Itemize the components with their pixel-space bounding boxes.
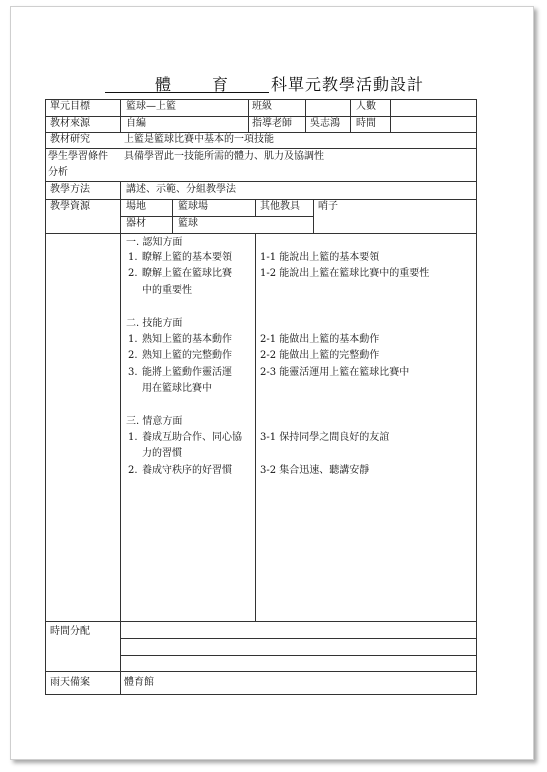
- skill-specific-3: 2-3 能靈活運用上籃在籃球比賽中: [260, 367, 410, 378]
- skill-item-1: 熟知上籃的基本動作: [142, 334, 232, 345]
- skill-item-1-num: 1.: [128, 334, 138, 345]
- learner-label-2: 分析: [48, 167, 68, 178]
- col-line-mid-2: [305, 99, 306, 133]
- cognitive-item-1-num: 1.: [128, 252, 138, 263]
- venue-label: 場地: [126, 201, 146, 212]
- col-line-objectives: [255, 233, 256, 621]
- skill-heading: 二. 技能方面: [126, 318, 183, 329]
- resources-label: 教學資源: [50, 201, 90, 212]
- equipment-value: 籃球: [178, 218, 198, 229]
- row-line-9: [45, 621, 477, 622]
- headcount-label: 人數: [356, 101, 376, 112]
- teacher-label: 指導老師: [252, 118, 292, 129]
- time-allocation-label: 時間分配: [50, 626, 90, 637]
- method-value: 講述、示範、分組教學法: [126, 184, 236, 195]
- col-line-res-3: [313, 199, 314, 233]
- row-line-11: [120, 655, 477, 656]
- affective-item-1-line-1: 養成互助合作、同心協: [142, 432, 242, 443]
- source-value: 自編: [126, 118, 146, 129]
- row-line-13: [45, 694, 477, 695]
- cognitive-heading: 一. 認知方面: [126, 237, 183, 248]
- cognitive-item-2-line-1: 瞭解上籃在籃球比賽: [142, 268, 232, 279]
- skill-specific-1: 2-1 能做出上籃的基本動作: [260, 334, 380, 345]
- cognitive-item-1: 瞭解上籃的基本要領: [142, 252, 232, 263]
- page-title: [105, 72, 465, 94]
- research-label: 教材研究: [50, 134, 90, 145]
- affective-specific-2: 3-2 集合迅速、聽講安靜: [260, 465, 370, 476]
- equipment-label: 器材: [126, 218, 146, 229]
- skill-specific-2: 2-2 能做出上籃的完整動作: [260, 350, 380, 361]
- skill-item-3-line-2: 用在籃球比賽中: [142, 383, 212, 394]
- affective-item-1-num: 1.: [128, 432, 138, 443]
- affective-item-1-line-2: 力的習慣: [142, 448, 182, 459]
- subject-char-2: 育: [212, 75, 230, 94]
- row-line-4: [45, 148, 477, 149]
- col-line-label-b: [120, 181, 121, 695]
- col-line-right: [476, 99, 477, 695]
- row-line-8: [45, 233, 477, 234]
- col-line-mid-1: [248, 99, 249, 133]
- rain-plan-value: 體育館: [124, 677, 154, 688]
- cognitive-item-2-line-2: 中的重要性: [142, 285, 192, 296]
- unit-goal-value: 籃球—上籃: [126, 101, 176, 112]
- rain-plan-label: 雨天備案: [50, 677, 90, 688]
- cognitive-specific-1: 1-1 能說出上籃的基本要領: [260, 252, 380, 263]
- row-line-7: [120, 216, 313, 217]
- affective-item-2: 養成守秩序的好習慣: [142, 465, 232, 476]
- skill-item-2: 熟知上籃的完整動作: [142, 350, 232, 361]
- col-line-res-1: [172, 199, 173, 233]
- cognitive-specific-2: 1-2 能說出上籃在籃球比賽中的重要性: [260, 268, 430, 279]
- other-tools-label: 其他教具: [260, 201, 300, 212]
- time-label: 時間: [356, 118, 376, 129]
- row-line-10: [120, 638, 477, 639]
- learner-value: 具備學習此一技能所需的體力、肌力及協調性: [124, 151, 324, 162]
- learner-label-1: 學生學習條件: [48, 151, 108, 162]
- skill-item-3-line-1: 能將上籃動作靈活運: [142, 367, 232, 378]
- teacher-value: 吳志鴻: [310, 118, 340, 129]
- source-label: 教材來源: [50, 118, 90, 129]
- title-rest: 科單元教學活動設計: [271, 75, 425, 94]
- subject-char-1: 體: [155, 75, 173, 94]
- unit-goal-label: 單元目標: [50, 101, 90, 112]
- skill-item-3-num: 3.: [128, 367, 138, 378]
- cognitive-item-2-num: 2.: [128, 268, 138, 279]
- row-line-12: [45, 671, 477, 672]
- affective-heading: 三. 情意方面: [126, 416, 183, 427]
- col-line-label-a: [120, 99, 121, 133]
- skill-item-2-num: 2.: [128, 350, 138, 361]
- method-label: 教學方法: [50, 184, 90, 195]
- affective-item-2-num: 2.: [128, 465, 138, 476]
- row-line-5: [45, 181, 477, 182]
- col-line-res-2: [255, 199, 256, 216]
- venue-value: 籃球場: [178, 201, 208, 212]
- col-line-mid-3: [350, 99, 351, 133]
- affective-specific-1: 3-1 保持同學之間良好的友誼: [260, 432, 390, 443]
- research-value: 上籃是籃球比賽中基本的一項技能: [124, 134, 274, 145]
- subject-blank: [105, 72, 269, 93]
- col-line-left: [45, 99, 46, 695]
- other-tools-value: 哨子: [318, 201, 338, 212]
- class-label: 班級: [252, 101, 272, 112]
- col-line-mid-4: [390, 99, 391, 133]
